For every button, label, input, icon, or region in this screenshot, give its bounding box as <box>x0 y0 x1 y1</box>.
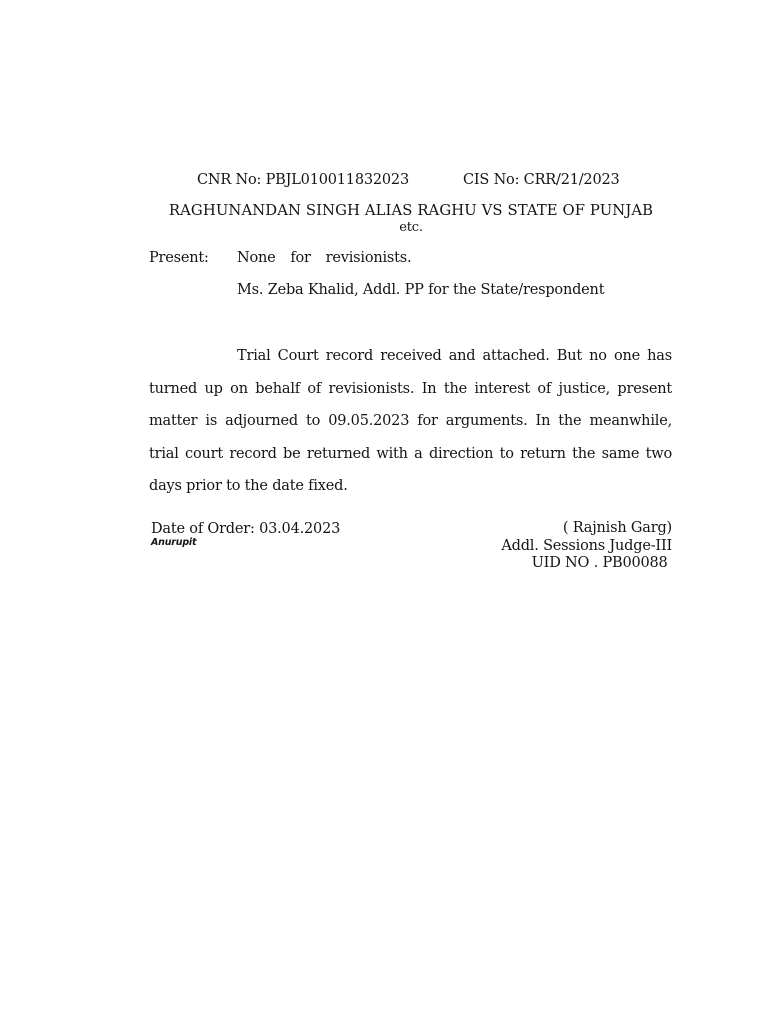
order-body-paragraph: Trial Court record received and attached. But no one has turned up on behalf of revisionists. In the interest of justice, present matter is adjourned to 09.05.2023 for arguments. In the meanwhile, trial court record be returned with a direction to return the same two days prior to the date fixed. <box>149 348 672 495</box>
signature-block <box>501 520 672 573</box>
present-label: Present: <box>149 250 209 266</box>
typist-initials: Anurupit <box>151 537 197 548</box>
case-title: RAGHUNANDAN SINGH ALIAS RAGHU VS STATE OF PUNJAB <box>168 202 654 219</box>
case-title-suffix: etc. <box>399 220 423 235</box>
present-line-revisionists: None for revisionists. <box>237 250 412 266</box>
date-of-order: Date of Order: 03.04.2023 <box>151 521 341 537</box>
judge-name: ( Rajnish Garg) <box>562 520 672 536</box>
cis-number: CIS No: CRR/21/2023 <box>463 172 620 188</box>
present-line-respondent: Ms. Zeba Khalid, Addl. PP for the State/respondent <box>237 282 605 298</box>
judge-uid: UID NO . PB00088 <box>531 555 672 571</box>
cnr-number: CNR No: PBJL010011832023 <box>197 172 409 188</box>
judge-designation: Addl. Sessions Judge-III <box>501 537 672 554</box>
